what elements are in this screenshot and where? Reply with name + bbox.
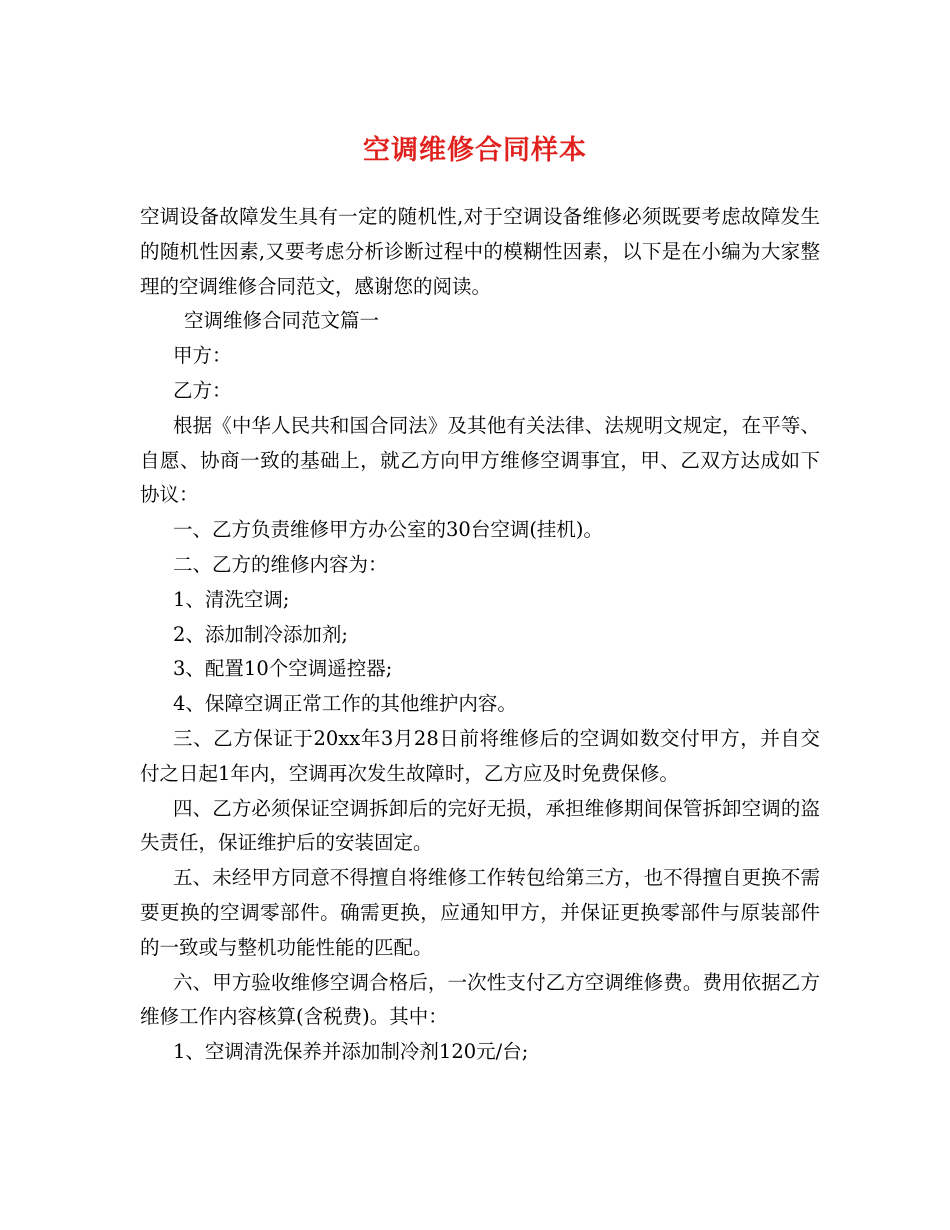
paragraph: 空调维修合同范文篇一 [184, 309, 380, 333]
document-body [140, 200, 820, 1070]
paragraph: 4、保障空调正常工作的其他维护内容。 [173, 692, 517, 716]
paragraph: 三、乙方保证于20xx年3月28日前将维修后的空调如数交付甲方，并自交付之日起1年内，空调再次发生故障时，乙方应及时免费保修。 [140, 726, 820, 785]
paragraph: 根据《中华人民共和国合同法》及其他有关法律、法规明文规定，在平等、自愿、协商一致的基础上，就乙方向甲方维修空调事宜，甲、乙双方达成如下协议： [140, 413, 820, 507]
paragraph: 1、清洗空调; [173, 587, 290, 611]
paragraph: 乙方： [173, 378, 232, 402]
paragraph: 四、乙方必须保证空调拆卸后的完好无损，承担维修期间保管拆卸空调的盗失责任，保证维护后的安装固定。 [140, 796, 820, 855]
paragraph: 六、甲方验收维修空调合格后，一次性支付乙方空调维修费。费用依据乙方维修工作内容核算(含税费)。其中： [140, 970, 820, 1029]
paragraph: 1、空调清洗保养并添加制冷剂120元/台; [173, 1040, 529, 1064]
paragraph: 甲方： [173, 344, 232, 368]
paragraph: 二、乙方的维修内容为： [173, 552, 388, 576]
page-title: 空调维修合同样本 [363, 135, 587, 166]
paragraph: 五、未经甲方同意不得擅自将维修工作转包给第三方，也不得擅自更换不需要更换的空调零部件。确需更换，应通知甲方，并保证更换零部件与原装部件的一致或与整机功能性能的匹配。 [140, 866, 820, 959]
paragraph: 空调设备故障发生具有一定的随机性,对于空调设备维修必须既要考虑故障发生的随机性因素,又要考虑分析诊断过程中的模糊性因素，以下是在小编为大家整理的空调维修合同范文，感谢您的阅读。 [140, 205, 820, 298]
paragraph: 3、配置10个空调遥控器; [173, 657, 393, 681]
paragraph: 一、乙方负责维修甲方办公室的30台空调(挂机)。 [173, 518, 604, 542]
paragraph: 2、添加制冷添加剂; [173, 622, 348, 646]
